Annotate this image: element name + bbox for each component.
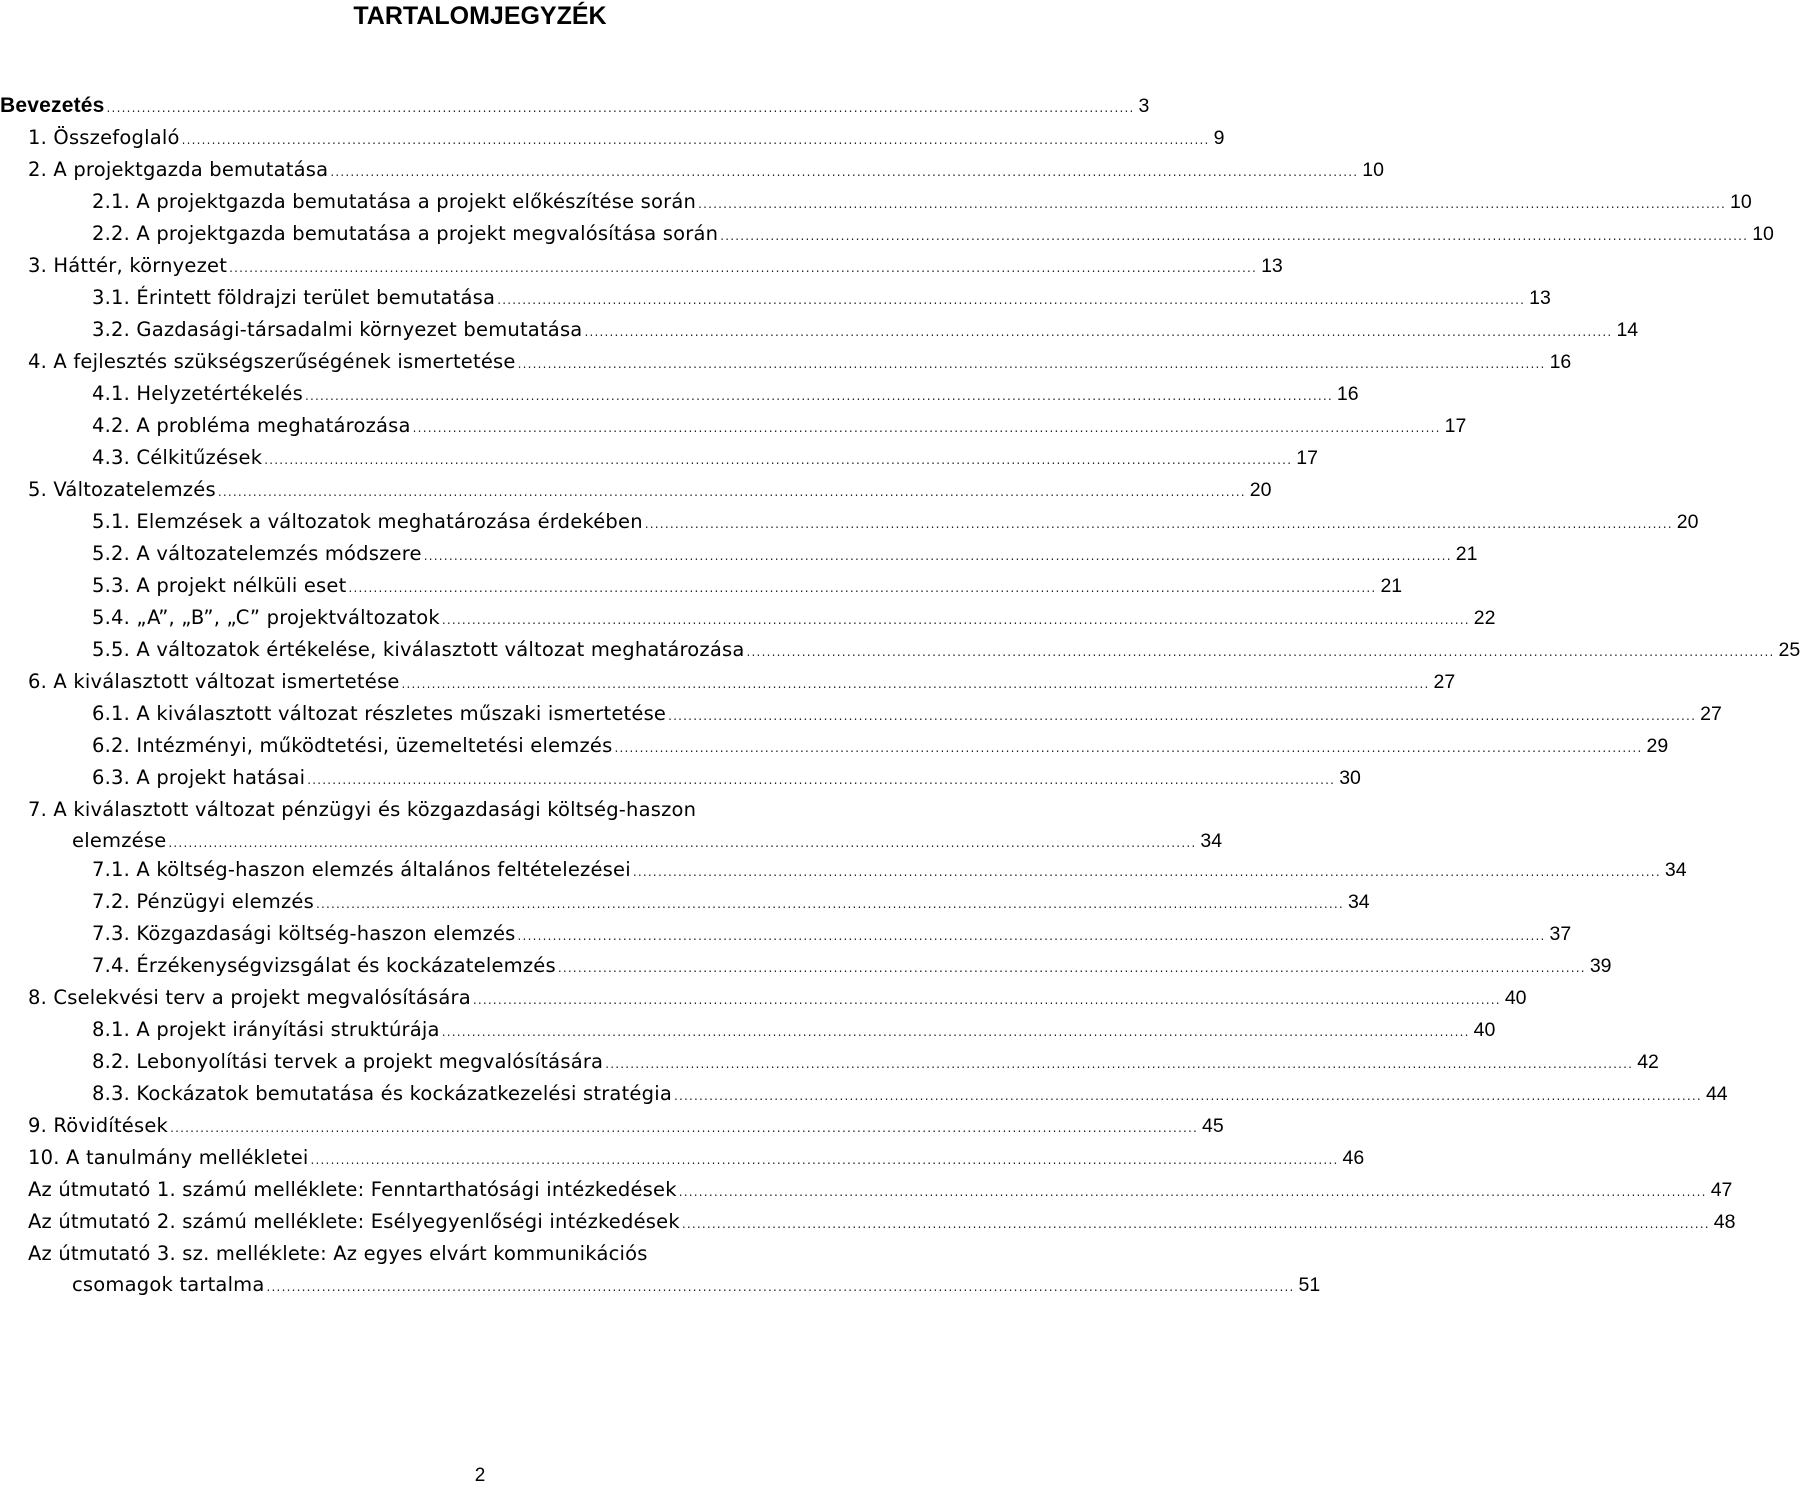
toc-entry-page: 16 — [1549, 351, 1572, 373]
toc-entry-title: 8. Cselekvési terv a projekt megvalósítására — [28, 986, 471, 1009]
toc-entry-page: 16 — [1336, 383, 1359, 405]
toc-entry[interactable] — [0, 1080, 1728, 1112]
leader-dots: ............................................................................................................................................................................................................. — [644, 517, 1673, 531]
toc-entry[interactable] — [0, 220, 1774, 252]
leader-dots: ............................................................................................................................................................................................................. — [472, 993, 1501, 1007]
toc-entry-page: 39 — [1589, 955, 1612, 977]
toc-entry-title: 3.2. Gazdasági-társadalmi környezet bemutatása — [92, 318, 583, 341]
toc-entry-title: 6.2. Intézményi, működtetési, üzemeltetési elemzés — [92, 734, 613, 757]
toc-entry-page: 30 — [1339, 767, 1361, 789]
toc-entry-page: 3 — [1138, 95, 1150, 117]
toc-entry-page: 17 — [1296, 447, 1318, 469]
toc-entry-title: 5.3. A projekt nélküli eset — [92, 574, 347, 597]
toc-entry[interactable] — [0, 1240, 1321, 1300]
leader-dots: ............................................................................................................................................................................................................. — [441, 613, 1470, 627]
toc-entry[interactable] — [0, 188, 1752, 220]
toc-entry[interactable] — [0, 984, 1527, 1016]
leader-dots: ............................................................................................................................................................................................................. — [217, 485, 1246, 499]
toc-entry-page: 45 — [1202, 1115, 1224, 1137]
leader-dots: ............................................................................................................................................................................................................. — [720, 229, 1749, 243]
toc-entry[interactable] — [0, 1112, 1224, 1144]
toc-entry[interactable] — [0, 476, 1272, 508]
leader-dots: ............................................................................................................................................................................................................. — [614, 741, 1643, 755]
page-title: TARTALOMJEGYZÉK — [353, 2, 607, 30]
toc-entry[interactable] — [0, 1048, 1659, 1080]
toc-entry-page: 13 — [1261, 255, 1283, 277]
toc-entry[interactable] — [0, 572, 1403, 604]
toc-entry-title: 5.4. „A”, „B”, „C” projektváltozatok — [92, 606, 440, 629]
leader-dots: ............................................................................................................................................................................................................. — [584, 325, 1613, 339]
toc-entry-title-continued: csomagok tartalma — [72, 1273, 265, 1296]
leader-dots: ............................................................................................................................................................................................................. — [632, 865, 1661, 879]
leader-dots: ............................................................................................................................................................................................................. — [315, 897, 1344, 911]
leader-dots: ............................................................................................................................................................................................................. — [307, 773, 1336, 787]
toc-entry[interactable] — [0, 284, 1551, 316]
toc-entry-page: 21 — [1455, 543, 1478, 565]
toc-entry-title: 6.3. A projekt hatásai — [92, 766, 306, 789]
toc-entry[interactable] — [0, 700, 1722, 732]
toc-entry-title: 7.1. A költség-haszon elemzés általános feltételezései — [92, 858, 631, 881]
toc-entry-title: 2.2. A projektgazda bemutatása a projekt megvalósítása során — [92, 222, 719, 245]
page-number: 2 — [474, 1465, 486, 1486]
leader-dots: ............................................................................................................................................................................................................. — [401, 677, 1430, 691]
toc-entry-title: 5.2. A változatelemzés módszere — [92, 542, 422, 565]
toc-entry-title: 6.1. A kiválasztott változat részletes műszaki ismertetése — [92, 702, 667, 725]
toc-entry-page: 13 — [1529, 287, 1551, 309]
leader-dots: ............................................................................................................................................................................................................. — [668, 709, 1697, 723]
toc-entry[interactable] — [0, 764, 1361, 796]
toc-entry-page: 40 — [1473, 1019, 1496, 1041]
toc-entry[interactable] — [0, 412, 1467, 444]
toc-entry-title: 5.5. A változatok értékelése, kiválasztott változat meghatározása — [92, 638, 745, 661]
leader-dots: ............................................................................................................................................................................................................. — [673, 1089, 1702, 1103]
leader-dots: ............................................................................................................................................................................................................. — [330, 165, 1359, 179]
toc-entry-page: 20 — [1249, 479, 1272, 501]
leader-dots: ............................................................................................................................................................................................................. — [181, 133, 1210, 147]
leader-dots: ............................................................................................................................................................................................................. — [497, 293, 1526, 307]
toc-entry[interactable] — [0, 668, 1456, 700]
toc-entry[interactable] — [0, 732, 1669, 764]
toc-entry-page: 22 — [1473, 607, 1496, 629]
toc-entry[interactable] — [0, 796, 1223, 856]
toc-entry[interactable] — [0, 856, 1687, 888]
toc-entry-title: 8.3. Kockázatok bemutatása és kockázatkezelési stratégia — [92, 1082, 672, 1105]
leader-dots: ............................................................................................................................................................................................................. — [746, 645, 1775, 659]
toc-entry-title: 2. A projektgazda bemutatása — [28, 158, 329, 181]
toc-entry-title: 2.1. A projektgazda bemutatása a projekt előkészítése során — [92, 190, 697, 213]
toc-entry[interactable] — [0, 348, 1572, 380]
toc-entry-title: 4. A fejlesztés szükségszerűségének ismertetése — [28, 350, 516, 373]
toc-entry-title: 4.3. Célkitűzések — [92, 446, 263, 469]
toc-entry[interactable] — [0, 156, 1384, 188]
toc-entry[interactable] — [0, 444, 1318, 476]
toc-entry-title: 7.4. Érzékenységvizsgálat és kockázatelemzés — [92, 954, 556, 977]
toc-entry-page: 37 — [1549, 923, 1572, 945]
toc-entry-title: 8.1. A projekt irányítási struktúrája — [92, 1018, 440, 1041]
toc-entry-page: 34 — [1347, 891, 1370, 913]
leader-dots: ............................................................................................................................................................................................................. — [557, 961, 1586, 975]
toc-entry-page: 21 — [1380, 575, 1403, 597]
toc-entry[interactable] — [0, 636, 1800, 668]
toc-entry[interactable] — [0, 1144, 1365, 1176]
toc-entry-title: 1. Összefoglaló — [28, 126, 180, 149]
table-of-contents — [0, 92, 1800, 1300]
toc-entry-page: 44 — [1705, 1083, 1728, 1105]
leader-dots: ............................................................................................................................................................................................................. — [304, 389, 1333, 403]
toc-entry-title: Az útmutató 2. számú melléklete: Esélyegyenlőségi intézkedések — [28, 1210, 680, 1233]
toc-entry-page: 34 — [1200, 830, 1223, 852]
toc-entry-page: 25 — [1778, 639, 1800, 661]
toc-entry[interactable] — [0, 252, 1283, 284]
leader-dots: ............................................................................................................................................................................................................. — [423, 549, 1452, 563]
toc-entry-page: 20 — [1676, 511, 1699, 533]
leader-dots: ............................................................................................................................................................................................................. — [266, 1280, 1295, 1294]
toc-entry-title: 4.2. A probléma meghatározása — [92, 414, 411, 437]
toc-entry-title: 7.2. Pénzügyi elemzés — [92, 890, 314, 913]
leader-dots: ............................................................................................................................................................................................................. — [264, 453, 1293, 467]
leader-dots: ............................................................................................................................................................................................................. — [698, 197, 1727, 211]
leader-dots: ............................................................................................................................................................................................................. — [441, 1025, 1470, 1039]
toc-entry-title: 6. A kiválasztott változat ismertetése — [28, 670, 400, 693]
toc-entry-title: 5. Változatelemzés — [28, 478, 216, 501]
toc-entry[interactable] — [0, 952, 1612, 984]
toc-entry-page: 14 — [1616, 319, 1639, 341]
toc-entry-page: 9 — [1213, 127, 1225, 149]
toc-entry-title: 4.1. Helyzetértékelés — [92, 382, 303, 405]
toc-entry-page: 10 — [1730, 191, 1752, 213]
toc-entry-title: 7. A kiválasztott változat pénzügyi és közgazdasági költség-haszon — [28, 798, 697, 821]
leader-dots: ............................................................................................................................................................................................................. — [106, 101, 1135, 115]
leader-dots: ............................................................................................................................................................................................................. — [229, 261, 1258, 275]
toc-entry-title: Az útmutató 1. számú melléklete: Fenntarthatósági intézkedések — [28, 1178, 677, 1201]
toc-entry-page: 47 — [1710, 1179, 1733, 1201]
toc-entry[interactable] — [0, 1176, 1733, 1208]
toc-entry[interactable] — [0, 1016, 1496, 1048]
toc-entry-title-continued: elemzése — [72, 829, 167, 852]
leader-dots: ............................................................................................................................................................................................................. — [678, 1185, 1707, 1199]
toc-entry-page: 46 — [1342, 1147, 1365, 1169]
toc-entry[interactable] — [0, 604, 1496, 636]
leader-dots: ............................................................................................................................................................................................................. — [517, 357, 1546, 371]
toc-entry[interactable] — [0, 508, 1699, 540]
toc-entry-page: 17 — [1444, 415, 1467, 437]
toc-entry-page: 29 — [1646, 735, 1669, 757]
toc-entry-page: 51 — [1298, 1274, 1321, 1296]
toc-entry-page: 27 — [1700, 703, 1722, 725]
toc-entry[interactable] — [0, 124, 1225, 156]
toc-entry-title: 8.2. Lebonyolítási tervek a projekt megvalósítására — [92, 1050, 604, 1073]
toc-entry-page: 40 — [1504, 987, 1527, 1009]
toc-entry[interactable] — [0, 92, 1150, 124]
toc-entry[interactable] — [0, 540, 1478, 572]
toc-entry-page: 48 — [1713, 1211, 1736, 1233]
toc-entry-page: 10 — [1752, 223, 1774, 245]
toc-entry-title: 3. Háttér, környezet — [28, 254, 228, 277]
toc-entry-page: 27 — [1433, 671, 1456, 693]
leader-dots: ............................................................................................................................................................................................................. — [348, 581, 1377, 595]
toc-entry[interactable] — [0, 380, 1359, 412]
leader-dots: ............................................................................................................................................................................................................. — [681, 1217, 1710, 1231]
toc-entry-page: 42 — [1637, 1051, 1659, 1073]
leader-dots: ............................................................................................................................................................................................................. — [310, 1153, 1339, 1167]
toc-entry-title: 9. Rövidítések — [28, 1114, 169, 1137]
toc-entry-title: 3.1. Érintett földrajzi terület bemutatása — [92, 286, 496, 309]
toc-entry[interactable] — [0, 920, 1572, 952]
leader-dots: ............................................................................................................................................................................................................. — [517, 929, 1546, 943]
toc-entry-title: 5.1. Elemzések a változatok meghatározása érdekében — [92, 510, 643, 533]
leader-dots: ............................................................................................................................................................................................................. — [605, 1057, 1634, 1071]
toc-entry[interactable] — [0, 316, 1639, 348]
leader-dots: ............................................................................................................................................................................................................. — [412, 421, 1441, 435]
toc-entry-page: 10 — [1362, 159, 1384, 181]
toc-entry-title: 10. A tanulmány mellékletei — [28, 1146, 309, 1169]
toc-entry-title: Az útmutató 3. sz. melléklete: Az egyes elvárt kommunikációs — [28, 1242, 648, 1265]
toc-entry-title: 7.3. Közgazdasági költség-haszon elemzés — [92, 922, 516, 945]
toc-entry-page: 34 — [1664, 859, 1687, 881]
toc-entry[interactable] — [0, 888, 1370, 920]
leader-dots: ............................................................................................................................................................................................................. — [168, 836, 1197, 850]
leader-dots: ............................................................................................................................................................................................................. — [170, 1121, 1199, 1135]
toc-entry[interactable] — [0, 1208, 1736, 1240]
toc-entry-title: Bevezetés — [0, 94, 105, 117]
